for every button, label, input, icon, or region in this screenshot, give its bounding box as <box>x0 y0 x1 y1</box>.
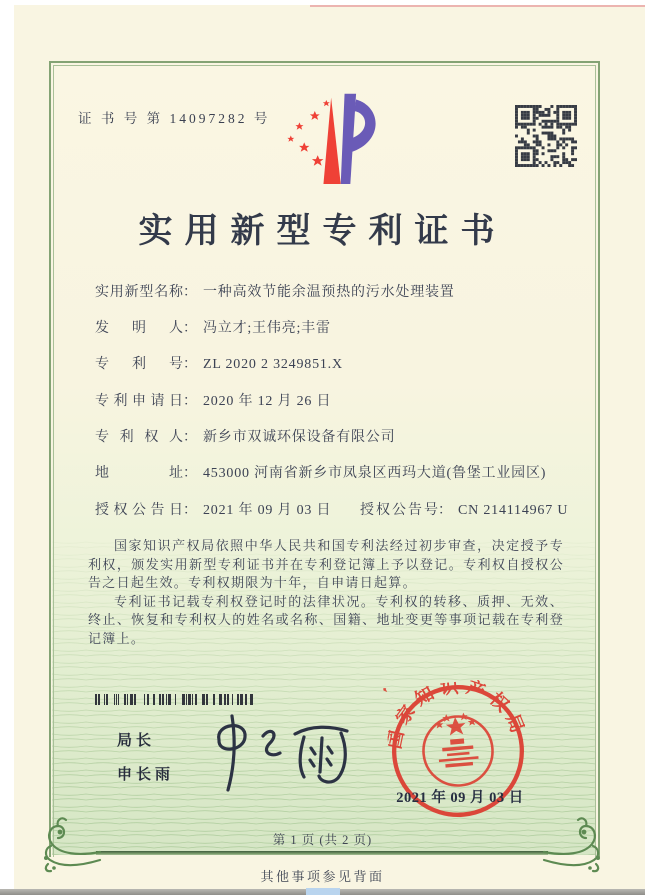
field-colon: ： <box>183 503 197 518</box>
certificate-number: 证 书 号 第 14097282 号 <box>78 111 271 126</box>
field-colon: ： <box>183 466 197 481</box>
field-colon: ： <box>183 430 197 445</box>
officer-title: 局长 <box>117 732 156 749</box>
field-row-address <box>95 462 575 482</box>
field-row-patentee <box>95 426 575 446</box>
officer-block <box>117 729 174 797</box>
scan-edge-artifact <box>310 5 645 7</box>
scan-blue-tab <box>306 888 340 895</box>
field-colon: ： <box>183 321 197 336</box>
field-colon: ： <box>183 394 197 409</box>
field-value: 2021 年 09 月 03 日 <box>203 503 332 518</box>
field-row-filing-date <box>95 390 575 410</box>
field-value: 一种高效节能余温预热的污水处理装置 <box>203 285 455 300</box>
barcode-icon <box>95 694 253 705</box>
signature-shen-changyu-icon <box>203 710 355 796</box>
field-label: 发明人 <box>95 321 183 336</box>
field-row-patent-no <box>95 353 575 373</box>
officer-name: 申长雨 <box>117 766 175 783</box>
field-value: 453000 河南省新乡市凤泉区西玛大道(鲁堡工业园区) <box>203 466 547 481</box>
seal-text: 国家知识产权局 <box>384 676 531 751</box>
back-note: 其他事项参见背面 <box>260 869 385 884</box>
field-label: 授权公告日 <box>95 503 183 518</box>
field-value: ZL 2020 2 3249851.X <box>203 357 343 372</box>
grant-number-group <box>360 499 568 519</box>
qr-code-icon <box>515 105 577 167</box>
legal-paragraph-1: 国家知识产权局依照中华人民共和国专利法经过初步审查，决定授予专利权，颁发实用新型专利证书并在专利登记簿上予以登记。专利权自授权公告之日起生效。专利权期限为十年，自申请日起算。 <box>88 538 564 591</box>
bottom-border-rule <box>96 851 548 855</box>
field-label: 地址 <box>95 466 183 481</box>
field-label: 专利号 <box>95 357 183 372</box>
legal-paragraph-2: 专利证书记载专利权登记时的法律状况。专利权的转移、质押、无效、终止、恢复和专利权人的姓名或名称、国籍、地址变更等事项记载在专利登记簿上。 <box>88 593 564 646</box>
field-label: 实用新型名称 <box>95 285 183 300</box>
field-row-inventors <box>95 317 575 337</box>
field-colon: ： <box>438 503 452 518</box>
field-label: 专利权人 <box>95 430 183 445</box>
legal-paragraphs <box>88 537 564 649</box>
field-value: CN 214114967 U <box>458 503 569 518</box>
field-value: 冯立才;王伟亮;丰雷 <box>203 321 331 336</box>
field-row-grant <box>95 499 575 519</box>
field-colon: ： <box>183 285 197 300</box>
seal-date: 2021 年 09 月 03 日 <box>396 790 524 806</box>
cnipa-logo-icon <box>286 84 382 190</box>
certificate-title: 实用新型专利证书 <box>138 213 507 250</box>
field-value: 新乡市双诚环保设备有限公司 <box>203 430 396 445</box>
page-number: 第 1 页 (共 2 页) <box>272 833 373 847</box>
field-label: 授权公告号 <box>360 503 438 518</box>
field-colon: ： <box>183 357 197 372</box>
field-row-name <box>95 281 575 301</box>
field-label: 专利申请日 <box>95 394 183 409</box>
field-value: 2020 年 12 月 26 日 <box>203 394 332 409</box>
